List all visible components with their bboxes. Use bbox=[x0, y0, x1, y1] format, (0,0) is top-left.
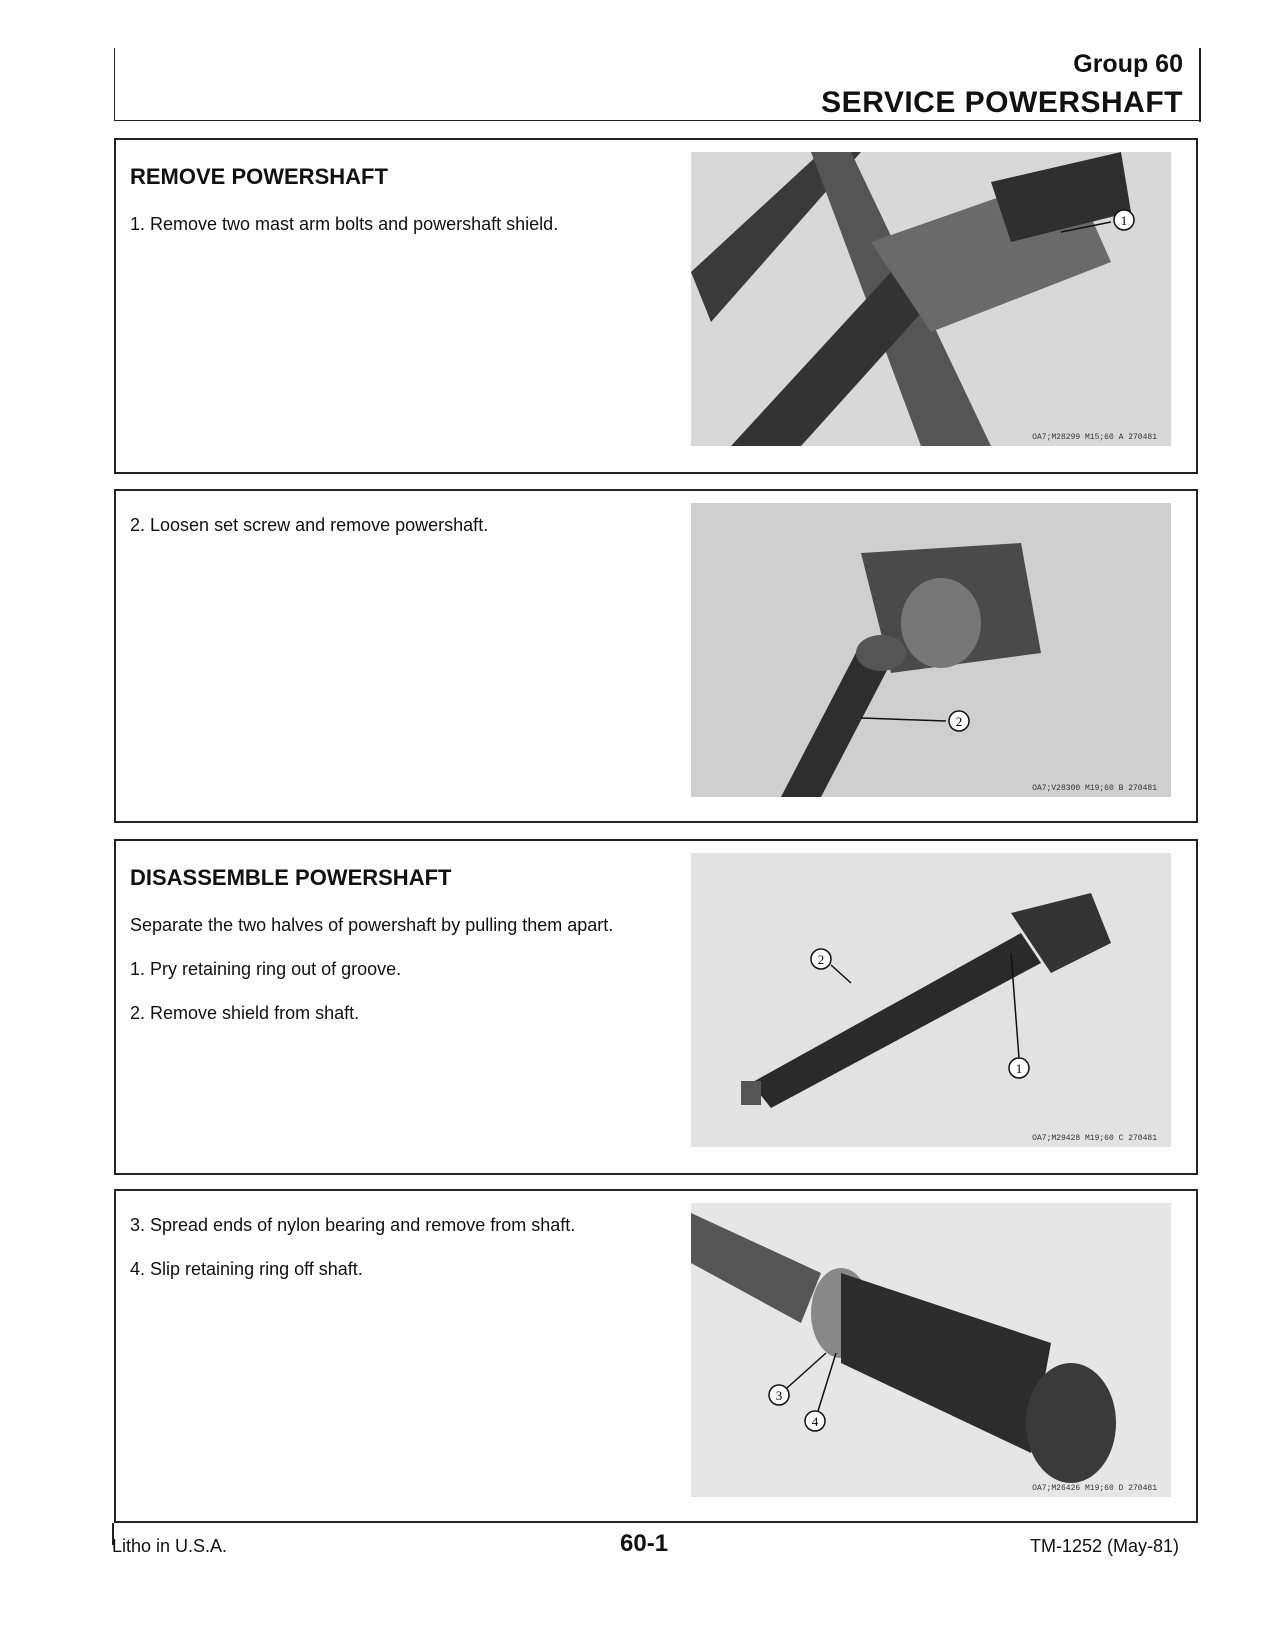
panel-remove-powershaft bbox=[114, 138, 1198, 474]
photo-code: OA7;V28300 M19;60 B 270481 bbox=[1032, 784, 1157, 793]
panel-disassemble-powershaft bbox=[114, 839, 1198, 1175]
intro-text: Separate the two halves of powershaft by pulling them apart. bbox=[130, 915, 614, 935]
callout-2: 2 bbox=[955, 714, 963, 729]
photo-illustration bbox=[691, 853, 1171, 1147]
photo-nylon-bearing bbox=[691, 1203, 1171, 1497]
step: 2. Remove shield from shaft. bbox=[130, 1003, 360, 1023]
header-rule-right bbox=[1199, 48, 1201, 122]
callout-4: 4 bbox=[811, 1414, 819, 1429]
callout-1: 1 bbox=[1015, 1061, 1023, 1076]
panel-loosen-set-screw bbox=[114, 489, 1198, 823]
photo-illustration bbox=[691, 152, 1171, 446]
photo-illustration bbox=[691, 503, 1171, 797]
callout-1: 1 bbox=[1120, 213, 1128, 228]
callout-3: 3 bbox=[775, 1388, 783, 1403]
photo-code: OA7;M29428 M19;60 C 270481 bbox=[1032, 1134, 1157, 1143]
header-rule-left bbox=[114, 48, 115, 120]
panel-text bbox=[130, 164, 780, 258]
callout-2: 2 bbox=[817, 952, 825, 967]
section-heading: REMOVE POWERSHAFT bbox=[130, 164, 388, 189]
header-rule-bottom bbox=[114, 120, 1200, 121]
step: 1. Pry retaining ring out of groove. bbox=[130, 959, 402, 979]
step: 2. Loosen set screw and remove powershaft. bbox=[130, 515, 489, 535]
photo-mast-arm bbox=[691, 152, 1171, 446]
footer-printer-note: Litho in U.S.A. bbox=[112, 1536, 228, 1556]
photo-shaft-shield bbox=[691, 853, 1171, 1147]
panel-text bbox=[130, 515, 780, 559]
step: 3. Spread ends of nylon bearing and remove from shaft. bbox=[130, 1215, 576, 1235]
step: 1. Remove two mast arm bolts and powershaft shield. bbox=[130, 214, 559, 234]
panel-text bbox=[130, 865, 780, 1047]
panel-text bbox=[130, 1215, 780, 1303]
page-number: 60-1 bbox=[620, 1530, 669, 1557]
step: 4. Slip retaining ring off shaft. bbox=[130, 1259, 363, 1279]
photo-set-screw bbox=[691, 503, 1171, 797]
photo-code: OA7;M26426 M19;60 D 270481 bbox=[1032, 1484, 1157, 1493]
manual-code: TM-1252 (May-81) bbox=[1029, 1536, 1179, 1556]
page-title: SERVICE POWERSHAFT bbox=[821, 86, 1183, 119]
group-label: Group 60 bbox=[1073, 50, 1183, 78]
photo-illustration bbox=[691, 1203, 1171, 1497]
photo-code: OA7;M28299 M15;60 A 270481 bbox=[1032, 433, 1157, 442]
section-heading: DISASSEMBLE POWERSHAFT bbox=[130, 865, 452, 890]
panel-nylon-bearing bbox=[114, 1189, 1198, 1523]
